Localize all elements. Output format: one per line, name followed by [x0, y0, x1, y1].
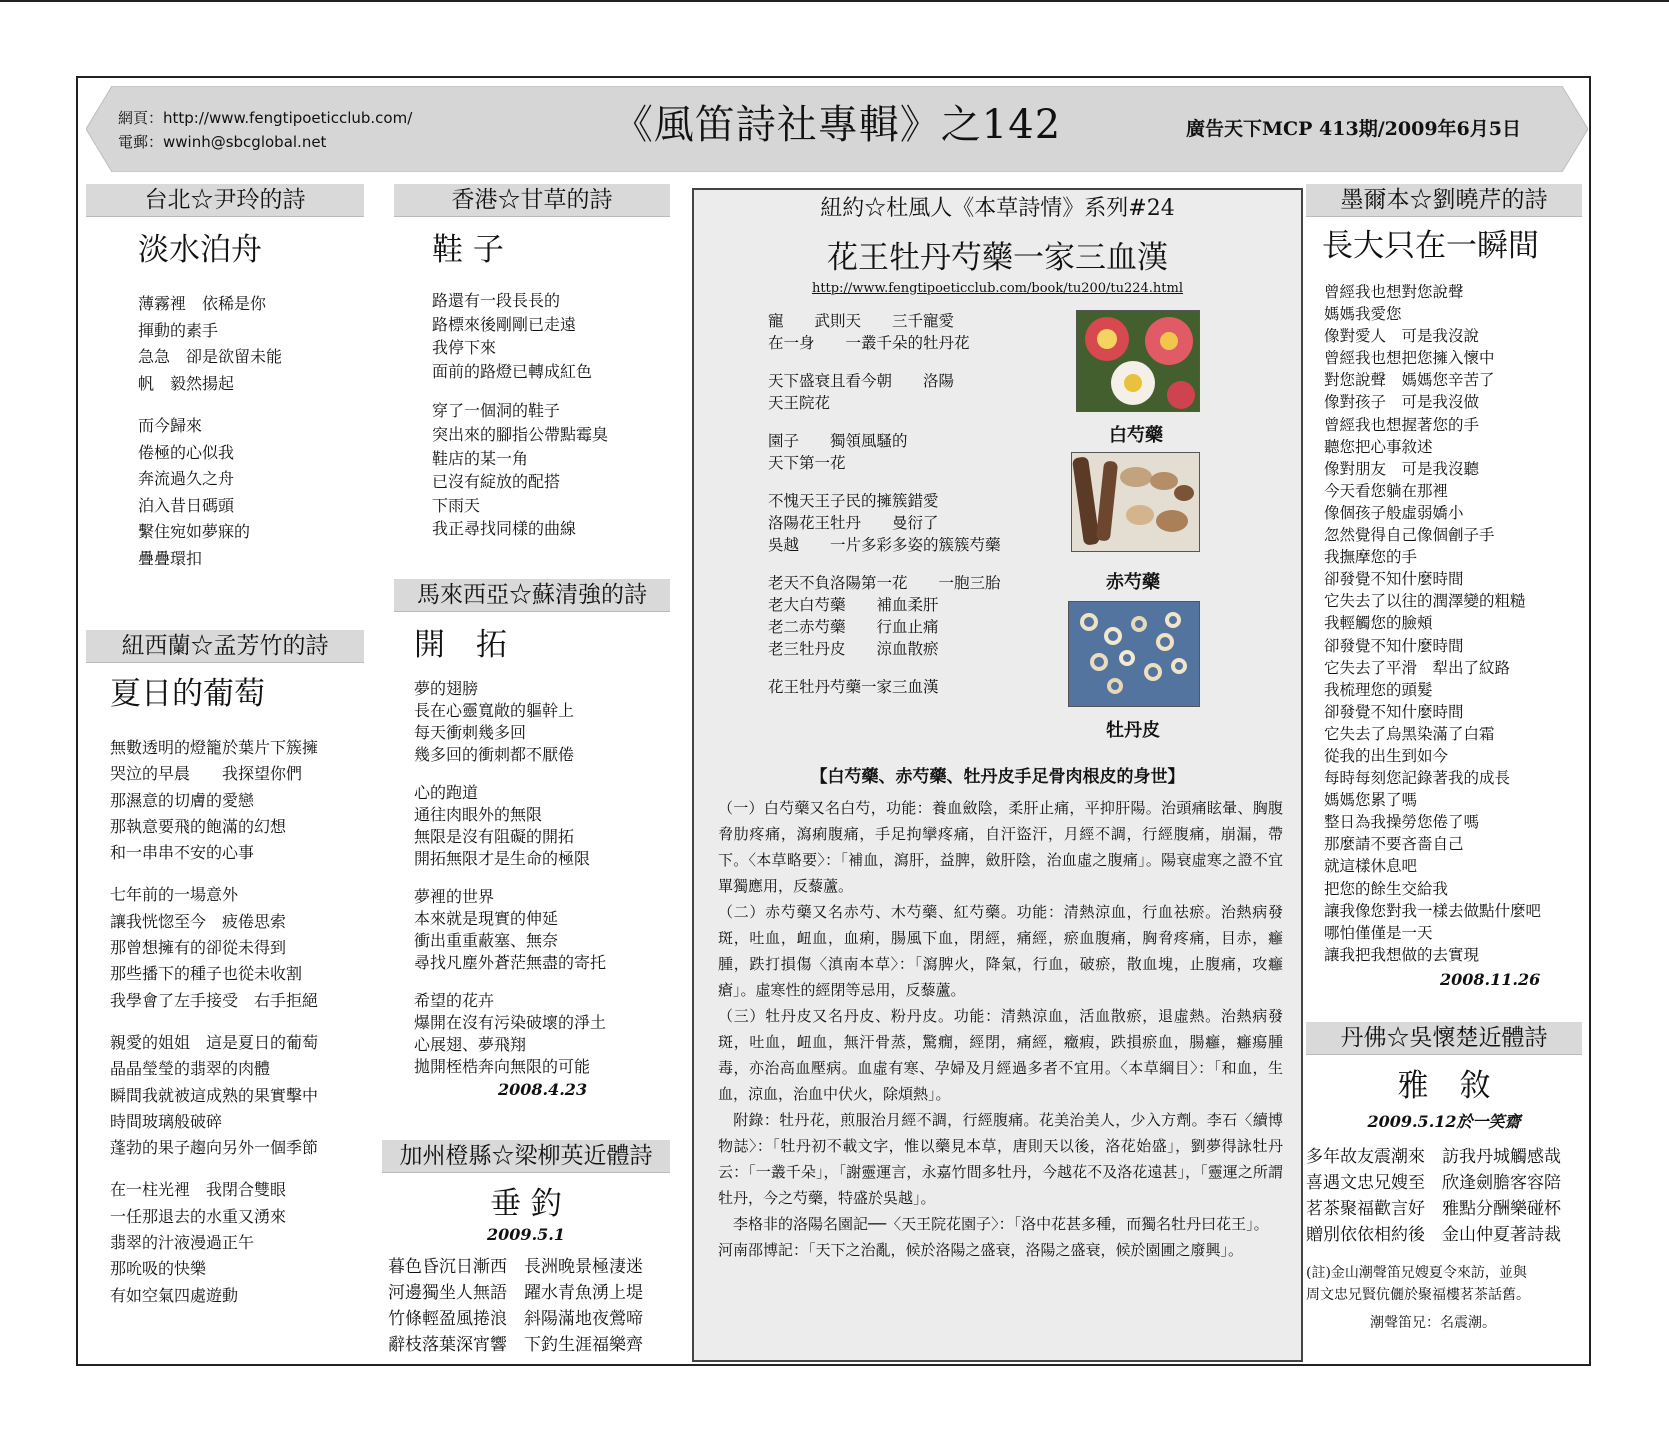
peony-bark-pieces [1069, 602, 1199, 706]
poem-title: 夏日的葡萄 [110, 676, 265, 712]
section-header-my: 馬來西亞☆蘇清強的詩 [394, 579, 670, 612]
poem-line: 夢的翅膀 [414, 679, 479, 698]
poem-line: 瞬間我就被這成熟的果實擊中 [110, 1085, 319, 1105]
poem-line: 薄霧裡 依稀是你 [138, 294, 267, 313]
section-header-melbourne: 墨爾本☆劉曉芹的詩 [1306, 184, 1582, 217]
poem-line: 整日為我操勞您倦了嗎 [1324, 813, 1480, 832]
poem-line: 那麼請不要吝嗇自己 [1324, 835, 1464, 854]
poem-date: 2009.5.12於一笑齋 [1367, 1112, 1521, 1131]
poem-line: 我梳理您的頭髮 [1324, 680, 1433, 699]
poem-title: 開 拓 [414, 627, 507, 663]
poem-line: 衝出重重蔽塞、無奈 [414, 931, 559, 950]
poem-line: 親愛的姐姐 這是夏日的葡萄 [110, 1032, 319, 1052]
poem-line: 曾經我也想對您說聲 [1324, 283, 1464, 301]
column-2 [394, 184, 670, 541]
poem-body [1306, 1144, 1582, 1248]
source-link[interactable]: http://www.fengtipoeticclub.com/book/tu200/tu224.html [811, 281, 1184, 296]
poem-line: 贈別依依相約後 金山仲夏著詩裁 [1306, 1225, 1561, 1245]
poem-line: 竹條輕盈風捲浪 斜陽滿地夜鶯啼 [388, 1309, 643, 1329]
poem-line: 尋找凡塵外蒼茫無盡的寄托 [414, 953, 607, 972]
poem-line: 媽媽您累了嗎 [1324, 791, 1418, 810]
poem-body [414, 678, 670, 1078]
caption-white-peony: 白芍藥 [1109, 425, 1163, 446]
poem-line: 不愧天王子民的擁簇錯愛 [768, 491, 939, 510]
poem-line: 爆開在沒有污染破壞的淨土 [414, 1013, 607, 1032]
poem-line: 急急 卻是欲留未能 [138, 347, 283, 366]
prose-paragraph: 李格非的洛陽名園記──〈天王院花園子〉：「洛中花甚多種，而獨名牡丹曰花王」。 [718, 1215, 1269, 1233]
poem-line: 哪怕僅僅是一天 [1324, 923, 1433, 942]
poem-line: 卻發覺不知什麼時間 [1324, 570, 1464, 589]
poem-line: 穿了一個洞的鞋子 [432, 401, 561, 421]
poem-line: 疊疊環扣 [138, 548, 203, 568]
poem-line: 時間玻璃般破碎 [110, 1111, 223, 1131]
poem-line: 本來就是現實的伸延 [414, 909, 559, 928]
poem-date: 2008.4.23 [498, 1080, 588, 1099]
poem-line [768, 556, 1001, 572]
poem-line: 繫住宛如夢寐的 [138, 522, 251, 541]
poem-line: 曾經我也想把您擁入懷中 [1324, 349, 1495, 368]
poem-line: 晶晶瑩瑩的翡翠的肉體 [110, 1059, 271, 1079]
issue-info: 廣告天下MCP 413期/2009年6月5日 [1186, 118, 1521, 140]
column-1 [86, 184, 364, 572]
poem-line: 那執意要飛的飽滿的幻想 [110, 816, 287, 836]
poem-line: 七年前的一場意外 [110, 885, 239, 905]
poem-line: 媽媽我愛您 [1324, 305, 1402, 324]
section-header-nz: 紐西蘭☆孟芳竹的詩 [86, 630, 364, 663]
poem-body [388, 1254, 670, 1358]
poem-line [768, 474, 1001, 490]
poem-body [138, 291, 364, 572]
poem-line: 它失去了以往的潤澤變的粗糙 [1324, 592, 1526, 611]
poem-line: 每天衝刺幾多回 [414, 723, 527, 742]
poem-line: 老三牡丹皮 涼血散瘀 [768, 640, 939, 659]
poem-line: 天王院花 [768, 394, 831, 413]
peony-bark-image [1068, 601, 1200, 707]
poem-line: 曾經我也想握著您的手 [1324, 415, 1480, 434]
poem-line: 那曾想擁有的卻從未得到 [110, 938, 287, 958]
poem-line: 揮動的素手 [138, 320, 219, 340]
poem-line: 園子 獨領風騷的 [768, 431, 908, 450]
poem-line [414, 974, 670, 990]
poem-line: 在一柱光裡 我閉合雙眼 [110, 1180, 287, 1200]
poem-line: 開拓無限才是生命的極限 [414, 849, 591, 868]
poem-line [110, 866, 364, 882]
poem-line: 哭泣的早晨 我探望你們 [110, 764, 303, 784]
section-header-ny: 紐約☆杜風人《本草詩情》系列#24 [820, 196, 1175, 221]
poem-line: 鞋店的某一角 [432, 448, 529, 468]
poem-line [432, 383, 670, 399]
poem-line: 河邊獨坐人無語 躍水青魚湧上堤 [388, 1283, 643, 1303]
poem-line: 下雨天 [432, 495, 481, 515]
poem-line: 茗茶聚福歡言好 雅點分酬樂碰杯 [1306, 1199, 1561, 1219]
poem-line: 像對朋友 可是我沒聽 [1324, 459, 1480, 478]
red-peony-image [1071, 452, 1200, 552]
poem-line: 喜遇文忠兄嫂至 欣逢劍膽客容陪 [1306, 1173, 1561, 1193]
poem-line: 老天不負洛陽第一花 一胞三胎 [768, 573, 1001, 592]
poem-line [768, 354, 1001, 370]
poem-line: 像對愛人 可是我沒說 [1324, 327, 1480, 346]
column-2b [394, 579, 670, 1099]
poem-title: 雅 敘 [1397, 1068, 1491, 1104]
poem-line: 聽您把心事敘述 [1324, 437, 1433, 456]
poem-line: 就這樣休息吧 [1324, 857, 1418, 876]
poem-line: 突出來的腳指公帶點霉臭 [432, 424, 609, 444]
poem-line: 天下第一花 [768, 454, 846, 473]
poem-line: 卻發覺不知什麼時間 [1324, 636, 1464, 655]
poem-line: 路還有一段長長的 [432, 291, 561, 310]
poem-line: 吳越 一片多彩多姿的簇簇芍藥 [768, 536, 1001, 555]
poem-line [414, 766, 670, 782]
poem-line: 卻發覺不知什麼時間 [1324, 702, 1464, 721]
poem-line: 老大白芍藥 補血柔肝 [768, 596, 939, 615]
poem-line: 已沒有綻放的配搭 [432, 472, 561, 492]
poem-line: 我學會了左手接受 右手拒絕 [110, 990, 319, 1010]
poem-line: 心的跑道 [414, 783, 479, 802]
poem-line [110, 1014, 364, 1030]
poem-line: 我停下來 [432, 338, 497, 358]
caption-peony-bark: 牡丹皮 [1106, 720, 1160, 741]
poem-body [110, 735, 364, 1309]
poem-line: 通往肉眼外的無限 [414, 805, 543, 824]
section-header-ca: 加州橙縣☆梁柳英近體詩 [382, 1140, 670, 1173]
poem-line: 那些播下的種子也從未收割 [110, 964, 303, 984]
poem-line: 洛陽花王牡丹 曼衍了 [768, 513, 939, 532]
email-link[interactable]: 電郵：wwinh@sbcglobal.net [118, 133, 327, 151]
poem-line: 每時每刻您記錄著我的成長 [1324, 769, 1511, 788]
column-3 [692, 194, 1303, 298]
poem-line: 我正尋找同樣的曲線 [432, 519, 577, 539]
poem-line: 帆 毅然揚起 [138, 373, 235, 393]
prose-paragraph: （二）赤芍藥又名赤芍、木芍藥、紅芍藥。功能：清熱涼血，行血祛瘀。治熱病發斑，吐血，衄血，血痢，腸風下血，閉經，痛經，瘀血腹痛，胸脅疼痛，目赤，癰腫，跌打損傷〈滇南本草〉：「瀉脾火，降氣，行血，破瘀，散血塊，止腹痛，攻癰瘡」。虛寒性的經閉等忌用，反藜蘆。 [718, 903, 1283, 999]
column-2c [382, 1140, 670, 1358]
poem-line: 無限是沒有阻礙的開拓 [414, 827, 575, 846]
poem-line: 讓我恍惚至今 疲倦思索 [110, 911, 287, 931]
poem-line: 它失去了烏黑染滿了白霜 [1324, 724, 1495, 743]
poem-line: 從我的出生到如今 [1324, 746, 1449, 765]
poem-body [1324, 281, 1582, 966]
column-1b [86, 630, 364, 1309]
section-header-denver: 丹佛☆吳懷楚近體詩 [1306, 1022, 1582, 1055]
poem-body [768, 310, 1001, 698]
prose-paragraph: （三）牡丹皮又名丹皮、粉丹皮。功能：清熱涼血，活血散瘀，退虛熱。治熱病發斑，吐血，衄血，無汗骨蒸，驚癇，經閉，痛經，癥瘕，跌損瘀血，腸癰，癰瘍腫毒，亦治高血壓病。血虛有寒、孕婦及月經過多者不宜用。〈本草綱目〉：「和血，生血，涼血，治血中伏火，除煩熱」。 [718, 1007, 1283, 1103]
prose-paragraph: 河南邵博記：「天下之治亂，候於洛陽之盛衰，洛陽之盛衰，候於園圃之廢興」。 [718, 1241, 1244, 1259]
poem-line [768, 414, 1001, 430]
white-peony-image [1076, 310, 1200, 412]
poem-line: 那吮吸的快樂 [110, 1259, 207, 1279]
poem-line: 把您的餘生交給我 [1324, 879, 1449, 898]
prose-paragraph: 附錄：牡丹花，煎服治月經不調，行經腹痛。花美治美人，少入方劑。李石〈續博物誌〉：「牡丹初不載文字，惟以藥見本草，唐則天以後，洛花始盛」，劉夢得詠牡丹云：「一叢千朵」，「謝靈運言，永嘉竹間多牡丹，今越花不及洛花遠甚」，「靈運之所謂牡丹，今之芍藥，特盛於吳越」。 [718, 1111, 1283, 1207]
poem-line: 夢裡的世界 [414, 887, 495, 906]
poem-line: 今天看您躺在那裡 [1324, 481, 1449, 500]
poem-line: 長在心靈寬敞的軀幹上 [414, 701, 575, 720]
caption-red-peony: 赤芍藥 [1106, 572, 1160, 593]
poem-line: 天下盛衰且看今朝 洛陽 [768, 371, 955, 390]
poem-body [432, 289, 670, 541]
poem-line [138, 397, 364, 413]
poem-line: 翡翠的汁液漫過正午 [110, 1233, 255, 1253]
poem-line: 那濕意的切膚的愛戀 [110, 790, 255, 810]
column-4b [1306, 1022, 1582, 1334]
poem-title: 花王牡丹芍藥一家三血漢 [827, 240, 1168, 276]
poem-line: 暮色昏沉日漸西 長洲晚景極淒迷 [388, 1257, 643, 1277]
poem-line: 希望的花卉 [414, 991, 495, 1010]
poem-line: 拋開桎梏奔向無限的可能 [414, 1057, 591, 1076]
poem-line: 忽然覺得自己像個劊子手 [1324, 526, 1495, 545]
column-4 [1306, 184, 1582, 989]
poem-line: 一任那退去的水重又湧來 [110, 1206, 287, 1226]
footnote-line: 周文忠兄賢伉儷於聚福樓茗茶話舊。 [1306, 1287, 1530, 1303]
poem-line: 辭枝落葉深宵響 下釣生涯福樂齊 [388, 1335, 643, 1355]
poem-line [768, 661, 1001, 677]
section-header-taipei: 台北☆尹玲的詩 [86, 184, 364, 217]
poem-line: 面前的路燈已轉成紅色 [432, 361, 593, 381]
poem-title: 淡水泊舟 [138, 232, 262, 268]
poem-line: 蓬勃的果子趨向另外一個季節 [110, 1138, 319, 1158]
poem-line: 倦極的心似我 [138, 442, 235, 462]
poem-line: 我輕觸您的臉頰 [1324, 614, 1433, 633]
header-banner [86, 86, 1588, 172]
top-rule [0, 0, 1669, 2]
poem-line: 它失去了平滑 犁出了紋路 [1324, 658, 1511, 677]
poem-date: 2008.11.26 [1440, 969, 1541, 989]
poem-line: 多年故友震潮來 訪我丹城觸感哉 [1306, 1147, 1561, 1167]
poem-line: 有如空氣四處遊動 [110, 1285, 239, 1305]
poem-line: 像對孩子 可是我沒做 [1324, 393, 1480, 412]
poem-line: 老二赤芍藥 行血止痛 [768, 618, 939, 637]
poem-line: 奔流過久之舟 [138, 469, 235, 488]
poem-line: 讓我像您對我一樣去做點什麼吧 [1324, 901, 1542, 920]
poem-line: 像個孩子般虛弱嬌小 [1324, 503, 1464, 522]
poem-title: 垂 釣 [490, 1186, 562, 1222]
poem-line: 對您說聲 媽媽您辛苦了 [1324, 371, 1495, 390]
poem-line: 無數透明的燈籠於葉片下簇擁 [110, 738, 319, 757]
white-peony-flowers [1077, 311, 1199, 411]
poem-date: 2009.5.1 [487, 1225, 565, 1244]
poem-line: 在一身 一叢千朵的牡丹花 [768, 334, 970, 353]
poem-line: 寵 武則天 三千寵愛 [768, 312, 955, 330]
poem-line [110, 1161, 364, 1177]
prose-body [718, 795, 1283, 1263]
poem-line: 路標來後剛剛已走遠 [432, 314, 577, 334]
footnote-line: (註)金山潮聲笛兄嫂夏令來訪，並與 [1306, 1265, 1527, 1281]
poem-title: 長大只在一瞬間 [1322, 228, 1539, 264]
poem-line: 花王牡丹芍藥一家三血漢 [768, 678, 939, 697]
poem-line [414, 870, 670, 886]
poem-line: 我撫摩您的手 [1324, 548, 1418, 567]
footnote [1306, 1262, 1582, 1334]
poem-line: 幾多回的衝刺都不厭倦 [414, 745, 575, 764]
poem-title: 鞋 子 [432, 232, 504, 268]
poem-line: 而今歸來 [138, 416, 203, 435]
section-header-hk: 香港☆甘草的詩 [394, 184, 670, 217]
poem-line: 讓我把我想做的去實現 [1324, 945, 1480, 964]
poem-line: 泊入昔日碼頭 [138, 495, 235, 515]
poem-line: 和一串串不安的心事 [110, 843, 255, 863]
red-peony-roots [1072, 453, 1199, 551]
prose-heading: 【白芍藥、赤芍藥、牡丹皮手足骨肉根皮的身世】 [810, 767, 1185, 787]
page-title: 《風笛詩社專輯》之142 [612, 102, 1062, 148]
prose-paragraph: （一）白芍藥又名白芍，功能：養血斂陰，柔肝止痛，平抑肝陽。治頭痛眩暈、胸腹脅肋疼痛，瀉痢腹痛，手足拘攣疼痛，自汗盜汗，月經不調，行經腹痛，崩漏，帶下。〈本草略要〉：「補血，瀉肝，益脾，斂肝陰，治血虛之腹痛」。陽衰虛寒之證不宜單獨應用，反藜蘆。 [718, 799, 1283, 895]
poem-line: 心展翅、夢飛翔 [414, 1035, 527, 1054]
footnote-line: 潮聲笛兄：名震潮。 [1370, 1315, 1496, 1331]
website-link[interactable]: 網頁：http://www.fengtipoeticclub.com/ [118, 109, 413, 127]
